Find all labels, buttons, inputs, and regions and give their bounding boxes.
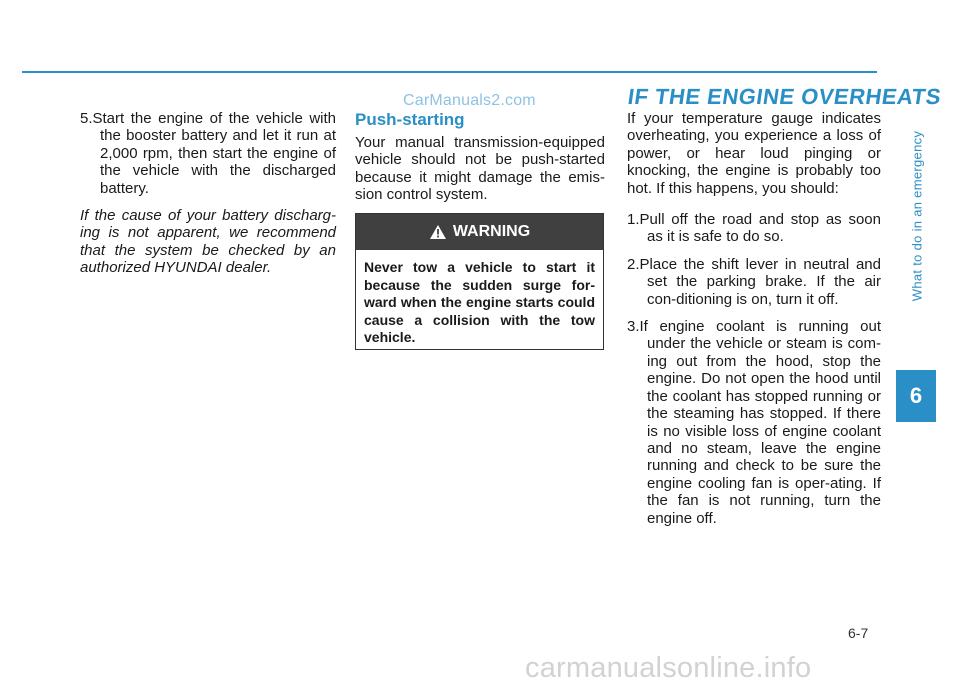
section-title: IF THE ENGINE OVERHEATS — [626, 84, 943, 109]
warning-title: WARNING — [452, 223, 531, 240]
warning-box — [355, 213, 604, 350]
push-starting-heading: Push-starting — [355, 110, 465, 129]
overheat-step-2: 2.Place the shift lever in neutral and set the parking brake. If the air con-ditioning is on, turn it off. — [627, 255, 881, 308]
step-5: 5.Start the engine of the vehicle with the booster battery and let it run at 2,000 rpm, then start the engine of the vehicle with the discharged battery. — [80, 110, 336, 197]
middle-column — [355, 110, 605, 204]
push-starting-body: Your manual transmission-equipped vehicle should not be push-started because it might damage the emis-sion control system. — [355, 134, 605, 204]
chapter-side-label: What to do in an emergency — [909, 130, 925, 302]
left-column — [80, 110, 336, 277]
overheat-step-1: 1.Pull off the road and stop as soon as it is safe to do so. — [627, 211, 881, 246]
warning-text: Never tow a vehicle to start it because the sudden surge for-ward when the engine starts could cause a collision with the tow vehicle. — [364, 259, 595, 345]
right-column — [627, 110, 881, 537]
battery-note: If the cause of your battery discharg-ing is not apparent, we recommend that the system be checked by an authorized HYUNDAI dealer. — [80, 207, 336, 277]
overheat-intro: If your temperature gauge indicates overheating, you experience a loss of power, or hear loud pinging or knocking, the engine is probably too hot. If this happens, you should: — [627, 110, 881, 197]
watermark-top[interactable]: CarManuals2.com — [403, 92, 536, 109]
warning-triangle-icon — [429, 224, 447, 240]
footer-watermark[interactable]: carmanualsonline.info — [525, 652, 812, 684]
warning-header — [356, 214, 603, 250]
header-rule — [22, 71, 877, 73]
overheat-step-3: 3.If engine coolant is running out under the vehicle or steam is com-ing out from the hood, stop the engine. Do not open the hood until the coolant has stopped running or the steaming has stopped. If there is no visible loss of engine coolant and no steam, leave the engine running and check to be sure the engine cooling fan is oper-ating. If the fan is not running, turn the engine off. — [627, 318, 881, 527]
page-number: 6-7 — [848, 625, 869, 641]
chapter-tab: 6 — [896, 370, 936, 422]
